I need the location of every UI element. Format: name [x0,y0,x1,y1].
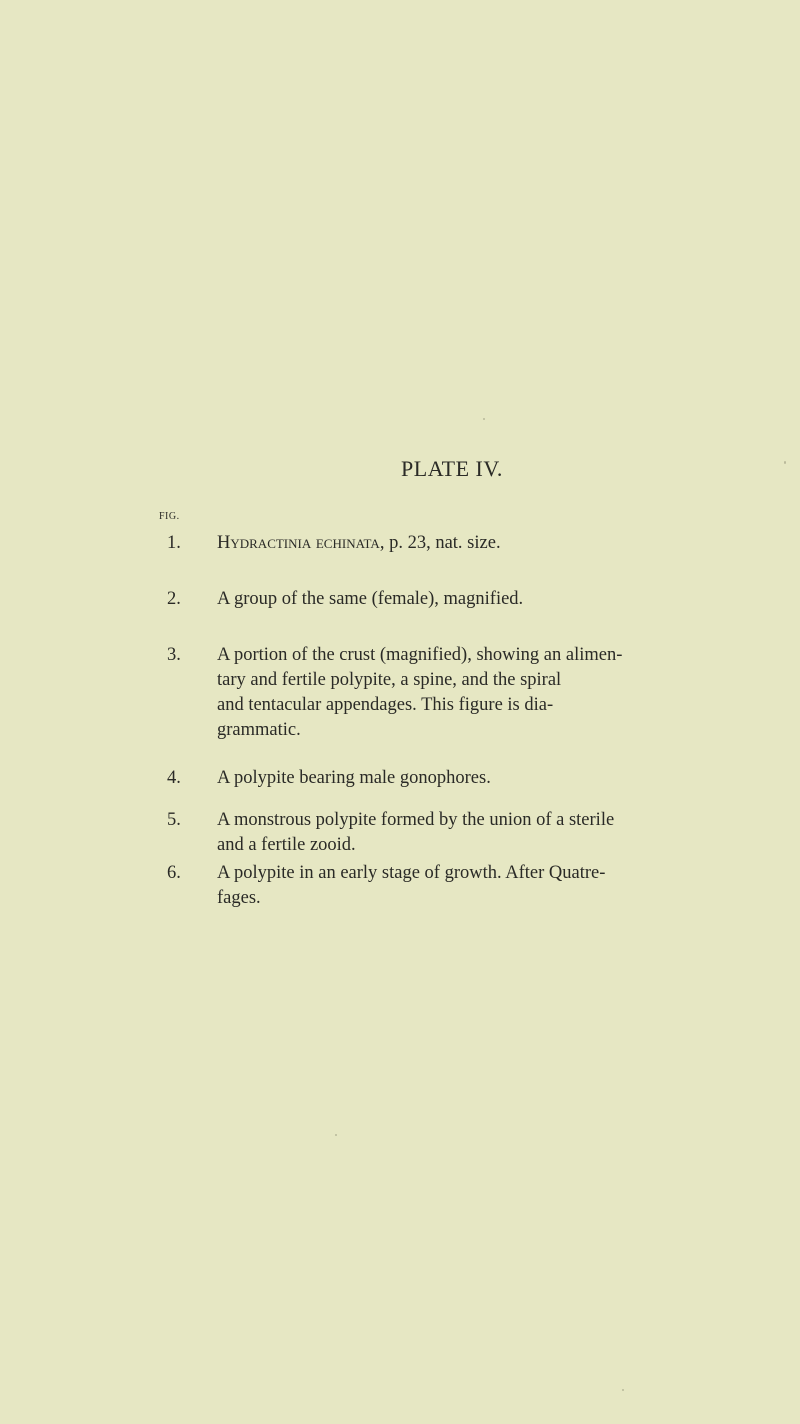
entry-text [217,531,747,556]
entry-line: fages. [217,888,261,908]
entry-number: 4. [167,768,181,788]
entry-line: and tentacular appendages. This figure is dia- [217,695,554,715]
figure-entry-6 [167,861,747,911]
entry-line: A portion of the crust (magnified), showing an alimen- [217,645,623,665]
entry-line-rest: , p. 23, nat. size. [379,533,501,553]
entry-text [217,808,747,858]
entry-line: A polypite bearing male gonophores. [217,768,491,788]
fig-label: FIG. [159,511,180,522]
figure-entry-2 [167,587,747,612]
entry-line: A polypite in an early stage of growth. After Quatre- [217,863,606,883]
paper-speck [622,1389,624,1391]
entry-line: tary and fertile polypite, a spine, and the spiral [217,670,562,690]
paper-speck [335,1134,337,1136]
entry-number: 3. [167,645,181,665]
paper-speck [784,461,786,464]
entry-line: and a fertile zooid. [217,835,356,855]
species-name: Hydractinia echinata [217,533,380,553]
entry-number: 6. [167,863,181,883]
plate-title: PLATE IV. [401,456,503,481]
entry-text [217,643,747,743]
figure-entry-4 [167,766,747,791]
figure-entry-5 [167,808,747,858]
entry-number: 1. [167,533,181,553]
entry-text [217,587,747,612]
entry-text [217,861,747,911]
figure-entry-1 [167,531,747,556]
entry-line: A group of the same (female), magnified. [217,589,524,609]
paper-speck [483,418,485,420]
entry-line: A monstrous polypite formed by the union of a sterile [217,810,615,830]
figure-entry-3 [167,643,747,743]
entry-number: 5. [167,810,181,830]
entry-line [217,531,747,556]
entry-number: 2. [167,589,181,609]
entry-line: grammatic. [217,720,301,740]
entry-text [217,766,747,791]
